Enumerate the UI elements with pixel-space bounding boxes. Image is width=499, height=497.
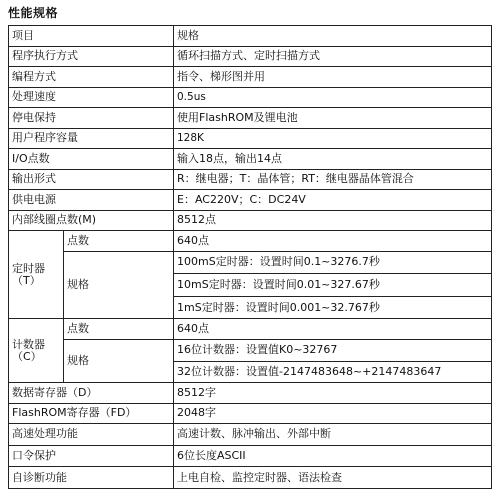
row-label-password: 口令保护	[9, 445, 174, 467]
row-value-io-points: 输入18点，输出14点	[174, 149, 492, 170]
counter-points-row	[9, 319, 492, 340]
row-value-password: 6位长度ASCII	[174, 445, 492, 467]
counter-spec-row	[9, 339, 492, 361]
row-value-data-register: 8512字	[174, 383, 492, 404]
counter-points-label: 点数	[64, 319, 174, 340]
table-row	[9, 190, 492, 211]
row-label-io-points: I/O点数	[9, 149, 174, 170]
table-row	[9, 467, 492, 489]
counter-group-label	[9, 319, 64, 383]
table-row	[9, 108, 492, 129]
row-label-data-register: 数据寄存器（D）	[9, 383, 174, 404]
timer-points-value: 640点	[174, 231, 492, 252]
timer-spec-row	[9, 251, 492, 274]
counter-points-value: 640点	[174, 319, 492, 340]
counter-spec-32bit: 32位计数器：设置值-2147483648~+2147483647	[174, 361, 492, 383]
row-value-internal-coils: 8512点	[174, 210, 492, 231]
timer-group-label	[9, 231, 64, 319]
header-spec: 规格	[174, 26, 492, 47]
timer-spec-10ms: 10mS定时器：设置时间0.01~327.67秒	[174, 274, 492, 297]
row-label-exec-mode: 程序执行方式	[9, 46, 174, 67]
table-row	[9, 67, 492, 88]
table-row	[9, 128, 492, 149]
table-row	[9, 87, 492, 108]
timer-label-line2: （T）	[12, 273, 41, 287]
page-title: 性能规格	[8, 6, 59, 20]
table-row	[9, 383, 492, 404]
row-value-power-supply: E：AC220V；C：DC24V	[174, 190, 492, 211]
row-value-programming: 指令、梯形图并用	[174, 67, 492, 88]
timer-spec-label: 规格	[64, 251, 174, 319]
timer-spec-100ms: 100mS定时器：设置时间0.1~3276.7秒	[174, 251, 492, 274]
row-value-flashrom-register: 2048字	[174, 403, 492, 424]
row-label-program-capacity: 用户程序容量	[9, 128, 174, 149]
row-label-power-supply: 供电电源	[9, 190, 174, 211]
counter-spec-16bit: 16位计数器：设置值K0~32767	[174, 339, 492, 361]
row-value-program-capacity: 128K	[174, 128, 492, 149]
row-label-programming: 编程方式	[9, 67, 174, 88]
row-label-self-diagnosis: 自诊断功能	[9, 467, 174, 489]
row-label-output-type: 输出形式	[9, 169, 174, 190]
timer-points-label: 点数	[64, 231, 174, 252]
table-row	[9, 46, 492, 67]
table-row	[9, 169, 492, 190]
row-label-internal-coils: 内部线圈点数(M)	[9, 210, 174, 231]
row-label-high-speed: 高速处理功能	[9, 424, 174, 446]
counter-label-line2: （C）	[12, 349, 42, 363]
row-label-speed: 处理速度	[9, 87, 174, 108]
row-label-power-retention: 停电保持	[9, 108, 174, 129]
timer-points-row	[9, 231, 492, 252]
row-value-power-retention: 使用FlashROM及锂电池	[174, 108, 492, 129]
table-header-row	[9, 26, 492, 47]
row-value-exec-mode: 循环扫描方式、定时扫描方式	[174, 46, 492, 67]
table-row	[9, 149, 492, 170]
table-row	[9, 445, 492, 467]
timer-spec-1ms: 1mS定时器：设置时间0.001~32.767秒	[174, 296, 492, 319]
row-value-speed: 0.5us	[174, 87, 492, 108]
table-row	[9, 424, 492, 446]
counter-spec-label: 规格	[64, 339, 174, 382]
counter-label-line1: 计数器	[12, 337, 45, 351]
timer-label-line1: 定时器	[12, 261, 45, 275]
row-value-output-type: R：继电器；T：晶体管；RT：继电器晶体管混合	[174, 169, 492, 190]
row-value-high-speed: 高速计数、脉冲输出、外部中断	[174, 424, 492, 446]
table-row	[9, 403, 492, 424]
row-value-self-diagnosis: 上电自检、监控定时器、语法检查	[174, 467, 492, 489]
spec-table	[8, 25, 492, 489]
row-label-flashrom-register: FlashROM寄存器（FD）	[9, 403, 174, 424]
header-item: 项目	[9, 26, 174, 47]
table-row	[9, 210, 492, 231]
